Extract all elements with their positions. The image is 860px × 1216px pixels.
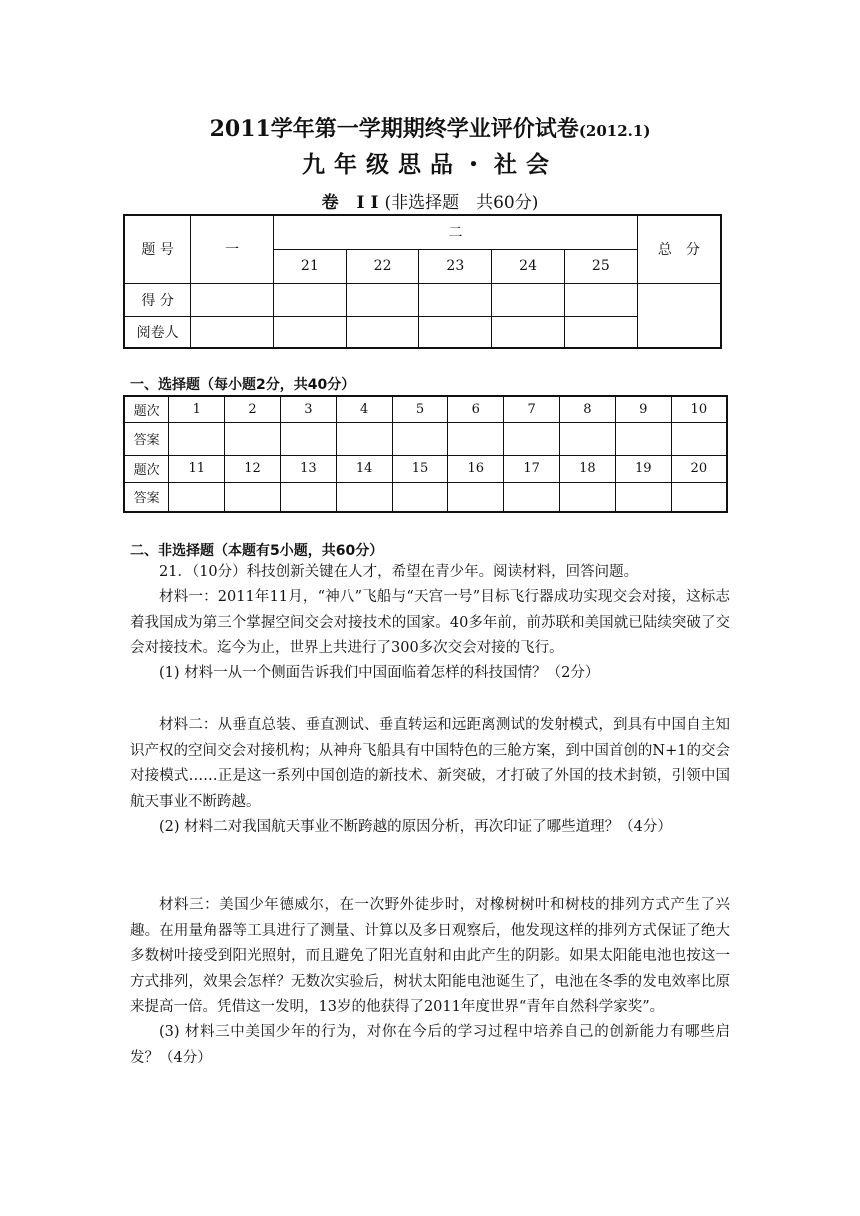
question-number: 7 <box>504 396 560 422</box>
part-heading <box>0 188 860 213</box>
question-one: (1) 材料一从一个侧面告诉我们中国面临着怎样的科技国情？（2分） <box>159 665 600 681</box>
answer-cell[interactable] <box>671 482 727 512</box>
exam-title-main: 2011学年第一学期期终学业评价试卷 <box>209 116 579 142</box>
question-number: 17 <box>504 455 560 482</box>
answer-label: 答案 <box>124 482 169 512</box>
grader-cell[interactable] <box>346 316 419 348</box>
question-three: (3) 材料三中美国少年的行为，对你在今后的学习过程中培养自己的创新能力有哪些启发？（4分） <box>130 1024 730 1066</box>
score-cell[interactable] <box>191 283 274 316</box>
question-label: 题次 <box>124 396 169 422</box>
section-one-heading: 一、选择题（每小题2分，共40分） <box>130 377 356 393</box>
answer-table <box>123 395 728 513</box>
q21-intro: 21．（10分）科技创新关键在人才，希望在青少年。阅读材料，回答问题。 <box>159 564 639 580</box>
part-two-header: 二 <box>273 215 637 249</box>
answer-cell[interactable] <box>392 482 448 512</box>
question-number: 13 <box>280 455 336 482</box>
question-number: 1 <box>169 396 225 422</box>
grader-cell[interactable] <box>564 316 637 348</box>
part-one-header: 一 <box>191 215 274 283</box>
answer-cell[interactable] <box>169 482 225 512</box>
question-number: 11 <box>169 455 225 482</box>
question-number: 10 <box>671 396 727 422</box>
section-two-heading: 二、非选择题（本题有5小题，共60分） <box>130 543 384 559</box>
answer-cell[interactable] <box>504 482 560 512</box>
answer-cell[interactable] <box>560 482 616 512</box>
part-description: (非选择题 共60分) <box>384 193 539 213</box>
question-number: 9 <box>615 396 671 422</box>
question-number: 16 <box>448 455 504 482</box>
part-label: 卷 II <box>321 193 385 213</box>
question-number: 4 <box>336 396 392 422</box>
question-number-label: 题 号 <box>124 215 191 283</box>
score-label: 得 分 <box>124 283 191 316</box>
answer-cell[interactable] <box>615 422 671 455</box>
score-cell[interactable] <box>564 283 637 316</box>
grader-cell[interactable] <box>419 316 492 348</box>
question-number: 19 <box>615 455 671 482</box>
score-cell[interactable] <box>419 283 492 316</box>
answer-cell[interactable] <box>225 482 281 512</box>
question-number: 12 <box>225 455 281 482</box>
question-number-cell: 23 <box>419 249 492 283</box>
answer-cell[interactable] <box>336 422 392 455</box>
score-table <box>123 214 722 349</box>
score-cell[interactable] <box>492 283 565 316</box>
grader-label: 阅卷人 <box>124 316 191 348</box>
answer-cell[interactable] <box>336 482 392 512</box>
question-number: 14 <box>336 455 392 482</box>
exam-subtitle: 九年级思品・社会 <box>302 151 558 178</box>
question-number: 5 <box>392 396 448 422</box>
material-three: 材料三：美国少年德威尔，在一次野外徒步时，对橡树树叶和树枝的排列方式产生了兴趣。在用量角器等工具进行了测量、计算以及多日观察后，他发现这样的排列方式保证了绝大多数树叶接受到阳光照射，而且避免了阳光直射和由此产生的阴影。如果太阳能电池也按这一方式排列，效果会怎样？无数次实验后，树状太阳能电池诞生了，电池在冬季的发电效率比原来提高一倍。凭借这一发明，13岁的他获得了2011年度世界“青年自然科学家奖”。 <box>130 897 730 1015</box>
question-number: 18 <box>560 455 616 482</box>
answer-cell[interactable] <box>392 422 448 455</box>
grader-cell[interactable] <box>191 316 274 348</box>
question-label: 题次 <box>124 455 169 482</box>
answer-cell[interactable] <box>280 422 336 455</box>
question-number: 6 <box>448 396 504 422</box>
total-score-cell[interactable] <box>637 283 721 348</box>
exam-title <box>0 112 860 143</box>
question-number: 3 <box>280 396 336 422</box>
answer-cell[interactable] <box>504 422 560 455</box>
answer-cell[interactable] <box>225 422 281 455</box>
exam-title-date: (2012.1) <box>578 122 651 140</box>
question-number: 8 <box>560 396 616 422</box>
answer-cell[interactable] <box>448 482 504 512</box>
answer-cell[interactable] <box>169 422 225 455</box>
material-two: 材料二：从垂直总装、垂直测试、垂直转运和远距离测试的发射模式，到具有中国自主知识产权的空间交会对接机构；从神舟飞船具有中国特色的三舱方案，到中国首创的N+1的交会对接模式……正是这一系列中国创造的新技术、新突破，才打破了外国的技术封锁，引领中国航天事业不断跨越。 <box>130 717 730 810</box>
question-number-cell: 25 <box>564 249 637 283</box>
score-cell[interactable] <box>273 283 346 316</box>
answer-cell[interactable] <box>560 422 616 455</box>
answer-cell[interactable] <box>671 422 727 455</box>
answer-cell[interactable] <box>448 422 504 455</box>
question-number-cell: 21 <box>273 249 346 283</box>
question-number: 15 <box>392 455 448 482</box>
material-one: 材料一：2011年11月，“神八”飞船与“天宫一号”目标飞行器成功实现交会对接，这标志着我国成为第三个掌握空间交会对接技术的国家。40多年前，前苏联和美国就已陆续突破了交会对接技术。迄今为止，世界上共进行了300多次交会对接的飞行。 <box>130 589 730 656</box>
answer-cell[interactable] <box>615 482 671 512</box>
question-number: 20 <box>671 455 727 482</box>
question-two: (2) 材料二对我国航天事业不断跨越的原因分析，再次印证了哪些道理？（4分） <box>159 819 672 835</box>
grader-cell[interactable] <box>273 316 346 348</box>
question-number: 2 <box>225 396 281 422</box>
question-number-cell: 24 <box>492 249 565 283</box>
question-number-cell: 22 <box>346 249 419 283</box>
score-cell[interactable] <box>346 283 419 316</box>
answer-label: 答案 <box>124 422 169 455</box>
total-score-label: 总 分 <box>637 215 721 283</box>
answer-cell[interactable] <box>280 482 336 512</box>
grader-cell[interactable] <box>492 316 565 348</box>
